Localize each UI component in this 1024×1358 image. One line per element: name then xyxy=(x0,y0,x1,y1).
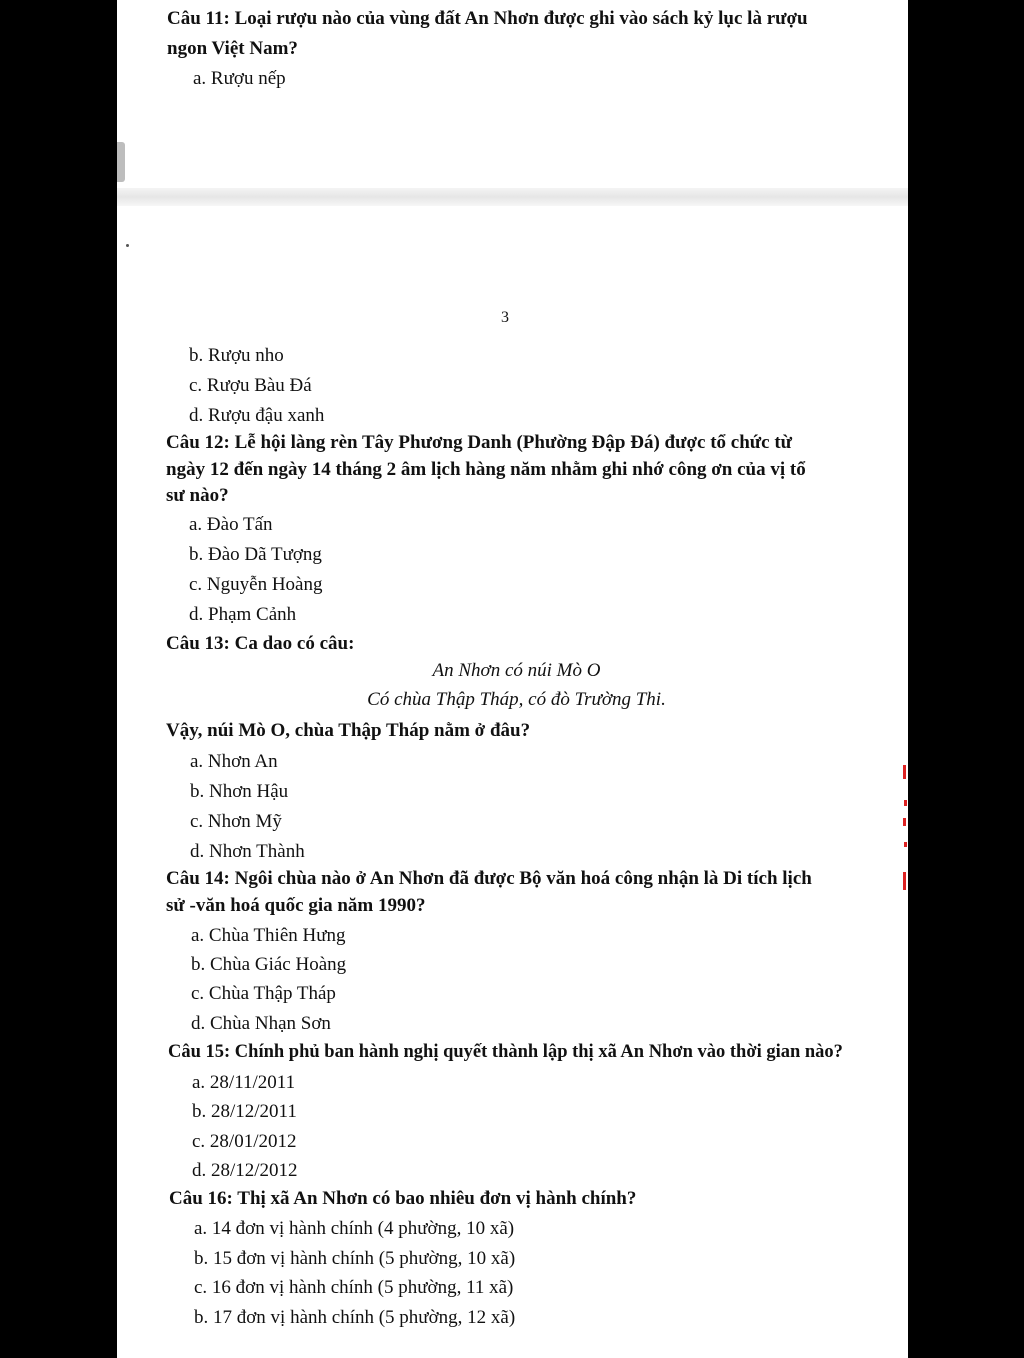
question-12-option-d: d. Phạm Cảnh xyxy=(189,604,297,625)
red-stamp-mark xyxy=(904,842,907,847)
question-13-option-d: d. Nhơn Thành xyxy=(190,841,305,862)
question-12-option-b: b. Đào Dã Tượng xyxy=(189,544,322,565)
question-14-option-b: b. Chùa Giác Hoàng xyxy=(191,954,347,975)
scan-binding-notch xyxy=(117,142,125,182)
page-break-fold xyxy=(117,188,908,206)
question-13-option-b: b. Nhơn Hậu xyxy=(190,781,289,802)
question-13-text-line-1: Câu 13: Ca dao có câu: xyxy=(166,633,355,654)
question-15-option-d: d. 28/12/2012 xyxy=(192,1160,298,1181)
question-12-option-a: a. Đào Tấn xyxy=(189,514,273,535)
red-stamp-mark xyxy=(903,872,906,890)
question-13-option-c: c. Nhơn Mỹ xyxy=(190,811,282,832)
question-14-text-line-2: sử -văn hoá quốc gia năm 1990? xyxy=(166,895,426,916)
red-stamp-mark xyxy=(903,765,906,779)
question-16-option-b: b. 15 đơn vị hành chính (5 phường, 10 xã) xyxy=(194,1248,516,1269)
question-14-option-c: c. Chùa Thập Tháp xyxy=(191,983,336,1004)
question-16-text-line-1: Câu 16: Thị xã An Nhơn có bao nhiêu đơn vị hành chính? xyxy=(169,1188,637,1209)
question-13-option-a: a. Nhơn An xyxy=(190,751,278,772)
question-16-option-a: a. 14 đơn vị hành chính (4 phường, 10 xã) xyxy=(194,1218,515,1239)
question-12-text-line-2: ngày 12 đến ngày 14 tháng 2 âm lịch hàng năm nhằm ghi nhớ công ơn của vị tổ xyxy=(166,459,806,480)
page-number: 3 xyxy=(501,309,509,326)
question-11-option-a: a. Rượu nếp xyxy=(193,68,286,89)
question-15-option-c: c. 28/01/2012 xyxy=(192,1131,297,1152)
question-15-option-a: a. 28/11/2011 xyxy=(192,1072,296,1093)
question-13-verse-line-2: Có chùa Thập Tháp, có đò Trường Thi. xyxy=(367,689,666,710)
question-14-option-a: a. Chùa Thiên Hưng xyxy=(191,925,346,946)
question-12-text-line-1: Câu 12: Lễ hội làng rèn Tây Phương Danh (Phường Đập Đá) được tổ chức từ xyxy=(166,432,793,453)
question-15-text-line-1: Câu 15: Chính phủ ban hành nghị quyết thành lập thị xã An Nhơn vào thời gian nào? xyxy=(168,1042,843,1062)
question-13-text-line-2: Vậy, núi Mò O, chùa Thập Tháp nằm ở đâu? xyxy=(166,720,531,741)
red-stamp-mark xyxy=(903,818,906,826)
question-11-option-c: c. Rượu Bàu Đá xyxy=(189,375,312,396)
scan-speck xyxy=(126,244,129,247)
question-12-text-line-3: sư nào? xyxy=(166,485,229,506)
red-stamp-mark xyxy=(904,800,907,806)
question-12-option-c: c. Nguyễn Hoàng xyxy=(189,574,323,595)
question-15-option-b: b. 28/12/2011 xyxy=(192,1101,297,1122)
question-14-option-d: d. Chùa Nhạn Sơn xyxy=(191,1013,331,1034)
question-11-option-d: d. Rượu đậu xanh xyxy=(189,405,325,426)
question-16-option-d: b. 17 đơn vị hành chính (5 phường, 12 xã) xyxy=(194,1307,516,1328)
question-13-verse-line-1: An Nhơn có núi Mò O xyxy=(432,660,601,681)
document-page xyxy=(117,0,908,1358)
question-11-text-line-1: Câu 11: Loại rượu nào của vùng đất An Nhơn được ghi vào sách kỷ lục là rượu xyxy=(167,8,808,29)
question-11-option-b: b. Rượu nho xyxy=(189,345,284,366)
question-11-text-line-2: ngon Việt Nam? xyxy=(167,38,298,59)
question-14-text-line-1: Câu 14: Ngôi chùa nào ở An Nhơn đã được Bộ văn hoá công nhận là Di tích lịch xyxy=(166,868,812,889)
question-16-option-c: c. 16 đơn vị hành chính (5 phường, 11 xã) xyxy=(194,1277,514,1298)
